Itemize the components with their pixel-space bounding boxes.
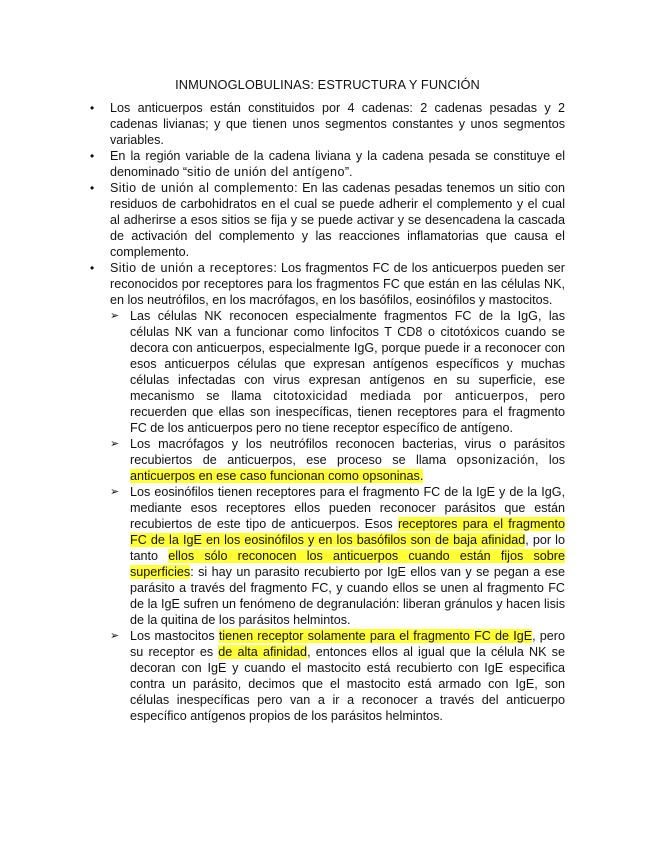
sub-bullet-mast-cells xyxy=(130,628,565,724)
sub-bullet-text-part: , entonces ellos al igual que la célula NK se decoran con IgE y cuando el mastocito está recubierto con IgE especifica contra un parásito, decimos que el mastocito está armado con IgE, son células inespecíficas pero van a ir a reconocer a través del anticuerpo específico antígenos propios de los parásitos helmintos. xyxy=(130,645,565,723)
term-receptor-site: Sitio de unión a receptores xyxy=(110,261,274,275)
sub-bullet-text-part: : si hay un parasito recubierto por IgE ellos van y se pegan a ese parásito a través del fragmento FC, y cuando ellos se unen al fragmento FC de la IgE sufren un fenómeno de degranulación: liberan gránulos y hacen lisis de la quitina de los parásitos helmintos. xyxy=(130,565,565,627)
highlight-fixed-surfaces: ellos sólo reconocen los anticuerpos cuando están fijos sobre superficies xyxy=(130,549,565,579)
sub-bullet-macrophages xyxy=(130,436,565,484)
sub-bullet-text-part: , los xyxy=(534,453,565,467)
highlight-low-affinity: receptores para el fragmento FC de la IgE en los eosinófilos y en los basófilos son de baja afinidad xyxy=(130,517,565,547)
term-opsonization: opsonización xyxy=(456,453,535,467)
term-adcc: citotoxicidad mediada por anticuerpos xyxy=(273,389,525,403)
term-antigen-binding-site: sitio de unión del antígeno xyxy=(187,165,345,179)
bullet-text-part: : Los fragmentos FC de los anticuerpos pueden ser reconocidos por receptores para los fragmentos FC que están en las células NK, en los neutrófilos, en los macrófagos, en los basófilos, eosinófilos y mastocitos. xyxy=(110,261,565,307)
highlight-ige-receptor: tienen receptor solamente para el fragmento FC de IgE xyxy=(218,629,533,643)
bullet-text: Los anticuerpos están constituidos por 4 cadenas: 2 cadenas pesadas y 2 cadenas livianas; y que tienen unos segmentos constantes y unos segmentos variables. xyxy=(110,101,565,147)
sub-bullet-list xyxy=(110,308,565,724)
highlight-opsonins: anticuerpos en ese caso funcionan como opsoninas. xyxy=(130,469,424,483)
sub-bullet-eosinophils xyxy=(130,484,565,628)
sub-bullet-text-part: Las células NK reconocen especialmente fragmentos FC de la IgG, las células NK van a funcionar como linfocitos T CD8 o citotóxicos cuando se decora con anticuerpos, especialmente IgG, porque puede ir a reconocer con esos anticuerpos células que expresan antígenos específicos y muchas células infectadas con virus expresan antígenos en su superficie, ese mecanismo se llama xyxy=(130,309,565,403)
bullet-complement-binding-site xyxy=(110,180,565,260)
sub-bullet-text-part: , por lo tanto xyxy=(130,533,565,563)
main-bullet-list xyxy=(0,100,565,724)
bullet-text-part: ”. xyxy=(344,165,353,179)
bullet-text-part: En la región variable de la cadena liviana y la cadena pesada se constituye el denominado “ xyxy=(110,149,565,179)
bullet-antigen-binding-site xyxy=(110,148,565,180)
sub-bullet-nk-cells xyxy=(130,308,565,436)
bullet-antibody-chains xyxy=(110,100,565,148)
sub-bullet-text-part: Los macrófagos y los neutrófilos reconocen bacterias, virus o parásitos recubiertos de anticuerpos, ese proceso se llama xyxy=(130,437,565,467)
sub-bullet-text-part: Los mastocitos xyxy=(130,629,219,643)
sub-bullet-text-part: , pero su receptor es xyxy=(130,629,565,659)
bullet-receptor-binding-site xyxy=(110,260,565,724)
highlight-high-affinity: de alta afinidad xyxy=(218,645,308,659)
term-complement-site: Sitio de unión al complemento xyxy=(110,181,295,195)
bullet-text-part: : En las cadenas pesadas tenemos un sitio con residuos de carbohidratos en el cual se puede adherir el complemento y el cual al adherirse a esos sitios se fija y se puede activar y se desencadena la cascada de activación del complemento y las reacciones inflamatorias que causa el complemento. xyxy=(110,181,565,259)
sub-bullet-text-part: , pero recuerden que ellas son inespecíficas, tienen receptores para el fragmento FC de los anticuerpos pero no tiene receptor específico de antígeno. xyxy=(130,389,565,435)
sub-bullet-text-part: Los eosinófilos tienen receptores para el fragmento FC de la IgE y de la IgG, mediante esos receptores ellos pueden reconocer parásitos que están recubiertos de este tipo de anticuerpos. Esos xyxy=(130,485,565,531)
page-title: INMUNOGLOBULINAS: ESTRUCTURA Y FUNCIÓN xyxy=(175,77,480,92)
